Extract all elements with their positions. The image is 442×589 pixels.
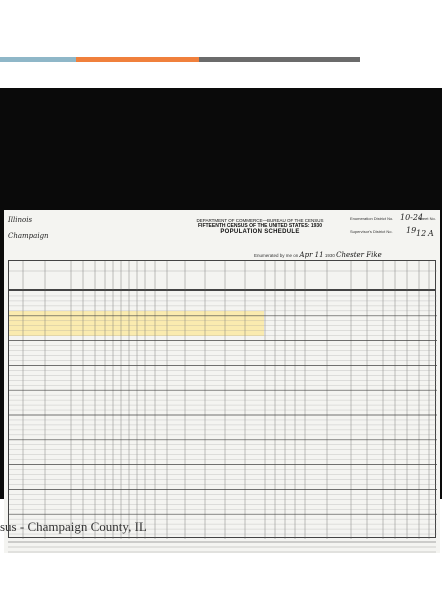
census-table bbox=[8, 290, 436, 538]
schedule-title: POPULATION SCHEDULE bbox=[220, 229, 300, 235]
document-photo-frame bbox=[0, 88, 442, 499]
supervisor-district-value: 19 bbox=[406, 226, 417, 235]
image-caption: sus - Champaign County, IL bbox=[0, 519, 147, 534]
census-title: FIFTEENTH CENSUS OF THE UNITED STATES: 1930 bbox=[198, 223, 322, 229]
accent-segment-orange bbox=[76, 57, 199, 62]
sheet-number: 12 bbox=[416, 229, 427, 238]
supervisor-district-label: Supervisor's District No. bbox=[350, 229, 393, 234]
sheet-footer bbox=[8, 540, 436, 553]
enumerated-by-label: Enumerated by me on bbox=[254, 253, 299, 258]
enumeration-district-label: Enumeration District No. bbox=[350, 216, 394, 221]
enumeration-district-value: 10-24 bbox=[400, 213, 424, 222]
census-table-lines bbox=[9, 291, 437, 539]
state-handwritten: Illinois bbox=[8, 216, 33, 224]
accent-segment-gray bbox=[199, 57, 360, 62]
enumerator-name: Chester Fike bbox=[336, 251, 382, 259]
sheet-label: Sheet No. bbox=[418, 216, 436, 221]
department-line: DEPARTMENT OF COMMERCE—BUREAU OF THE CENSUS bbox=[196, 218, 324, 223]
enumeration-date-line bbox=[254, 251, 382, 259]
header-left-block bbox=[8, 213, 158, 247]
enumeration-date: Apr 11 bbox=[299, 251, 324, 259]
census-sheet bbox=[4, 210, 440, 553]
enumeration-year: 1930 bbox=[324, 253, 335, 258]
header-right-block bbox=[350, 213, 436, 247]
column-header-lines bbox=[9, 261, 437, 291]
accent-color-bar bbox=[0, 57, 442, 62]
accent-segment-blue bbox=[0, 57, 76, 62]
sheet-letter: A bbox=[428, 229, 434, 238]
column-header-row bbox=[8, 260, 436, 290]
footer-lines bbox=[8, 540, 436, 553]
county-handwritten: Champaign bbox=[8, 232, 49, 240]
header-title-block bbox=[180, 218, 340, 235]
